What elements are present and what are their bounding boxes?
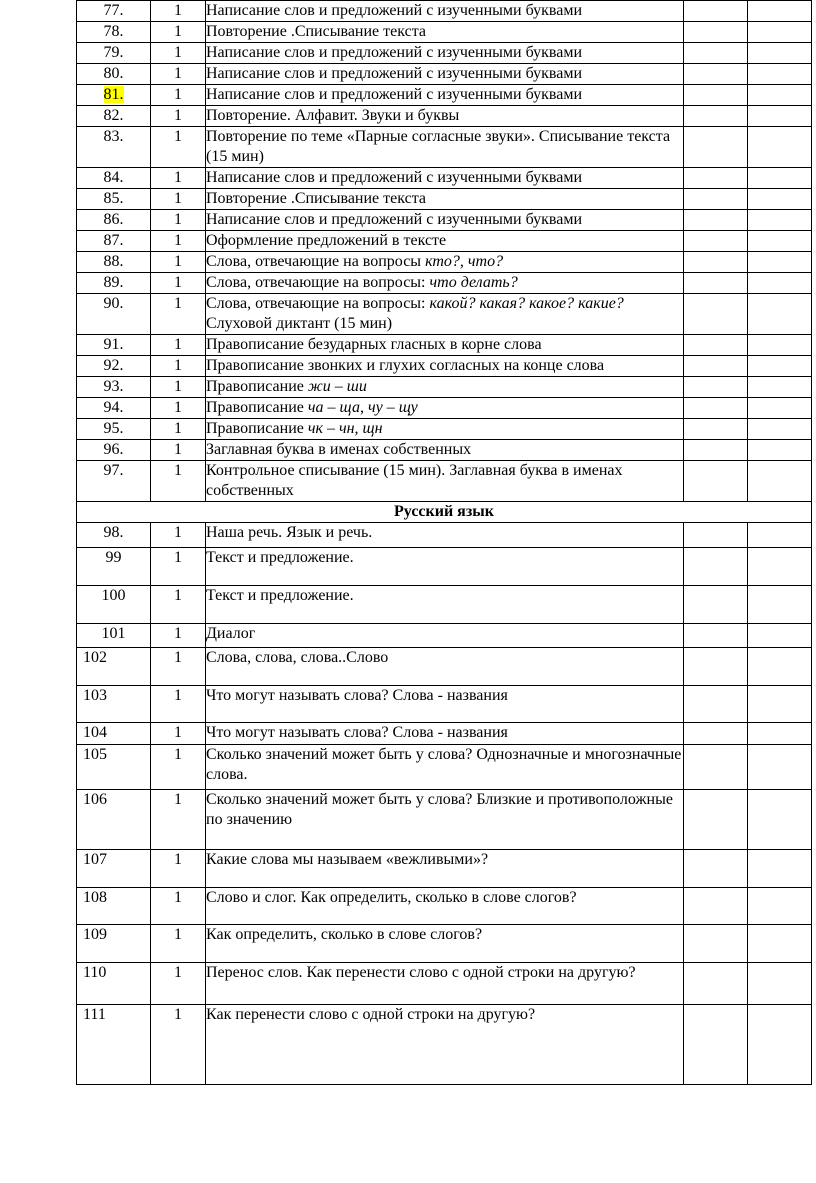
- date-fact-cell: [748, 1005, 812, 1085]
- lesson-number: 97.: [103, 462, 124, 479]
- lesson-number: 105: [83, 746, 107, 763]
- table-row: [77, 294, 812, 335]
- date-plan-cell: [684, 168, 748, 189]
- table-row: [77, 586, 812, 624]
- lesson-number-cell: [77, 106, 151, 127]
- topic-text-fragment: Правописание: [206, 378, 308, 395]
- topic-text-fragment: Наша речь. Язык и речь.: [206, 524, 373, 541]
- lesson-topic-cell: [206, 440, 684, 461]
- topic-text-fragment: Слова, отвечающие на вопросы:: [206, 274, 430, 291]
- lesson-topic-cell: [206, 790, 684, 850]
- hours-cell: 1: [151, 925, 206, 963]
- table-row: [77, 273, 812, 294]
- topic-text-fragment: Правописание безударных гласных в корне слова: [206, 336, 542, 353]
- hours-cell: 1: [151, 43, 206, 64]
- topic-text-fragment: Слуховой диктант (15 мин): [206, 315, 393, 332]
- lesson-number-cell: [77, 43, 151, 64]
- lesson-number: 103: [83, 687, 107, 704]
- lesson-number: 101: [101, 625, 126, 642]
- lesson-number: 96.: [103, 441, 124, 458]
- date-fact-cell: [748, 252, 812, 273]
- hours-cell: 1: [151, 377, 206, 398]
- lesson-topic-cell: [206, 127, 684, 168]
- table-row: [77, 231, 812, 252]
- lesson-number-cell: [77, 335, 151, 356]
- date-plan-cell: [684, 963, 748, 1005]
- table-row: [77, 377, 812, 398]
- table-row: [77, 548, 812, 586]
- lesson-number: 102: [83, 649, 107, 666]
- date-fact-cell: [748, 888, 812, 925]
- lesson-topic-cell: [206, 168, 684, 189]
- lesson-number-cell: [77, 377, 151, 398]
- document-sheet: [76, 0, 812, 1085]
- table-row: [77, 963, 812, 1005]
- table-row: [77, 85, 812, 106]
- date-fact-cell: [748, 273, 812, 294]
- topic-text-fragment: Повторение .Списывание текста: [206, 23, 426, 40]
- date-plan-cell: [684, 850, 748, 888]
- hours-cell: 1: [151, 419, 206, 440]
- date-plan-cell: [684, 624, 748, 648]
- date-plan-cell: [684, 64, 748, 85]
- topic-text-fragment: Что могут называть слова? Слова - названия: [206, 724, 508, 741]
- hours-cell: 1: [151, 850, 206, 888]
- lesson-topic-cell: [206, 231, 684, 252]
- date-plan-cell: [684, 43, 748, 64]
- lesson-number: 84.: [103, 169, 124, 186]
- lesson-topic-cell: [206, 925, 684, 963]
- table-row: [77, 64, 812, 85]
- table-row: [77, 168, 812, 189]
- date-plan-cell: [684, 723, 748, 745]
- date-fact-cell: [748, 356, 812, 377]
- date-plan-cell: [684, 377, 748, 398]
- date-fact-cell: [748, 686, 812, 723]
- table-row: [77, 106, 812, 127]
- hours-cell: 1: [151, 210, 206, 231]
- date-plan-cell: [684, 419, 748, 440]
- lesson-number-cell: [77, 888, 151, 925]
- lesson-number-cell: [77, 790, 151, 850]
- topic-italic-fragment: что делать?: [429, 274, 518, 291]
- hours-cell: 1: [151, 273, 206, 294]
- date-fact-cell: [748, 461, 812, 502]
- hours-cell: 1: [151, 440, 206, 461]
- topic-text-fragment: Как перенести слово с одной строки на другую?: [206, 1006, 536, 1023]
- topic-text-fragment: Написание слов и предложений с изученными буквами: [206, 169, 583, 186]
- hours-cell: 1: [151, 189, 206, 210]
- lesson-topic-cell: [206, 523, 684, 548]
- lesson-number: 89.: [103, 274, 124, 291]
- lesson-topic-cell: [206, 624, 684, 648]
- topic-italic-fragment: ча – ща: [307, 399, 360, 416]
- lesson-number: 94.: [103, 399, 124, 416]
- topic-italic-fragment: жи – ши: [307, 378, 367, 395]
- lesson-number-cell: [77, 723, 151, 745]
- lesson-topic-cell: [206, 189, 684, 210]
- hours-cell: 1: [151, 335, 206, 356]
- date-plan-cell: [684, 294, 748, 335]
- lesson-number: 87.: [103, 232, 124, 249]
- lesson-number-cell: [77, 85, 151, 106]
- date-fact-cell: [748, 723, 812, 745]
- lesson-number-cell: [77, 440, 151, 461]
- lesson-topic-cell: [206, 745, 684, 790]
- topic-text-fragment: Написание слов и предложений с изученными буквами: [206, 44, 583, 61]
- lesson-number: 106: [83, 791, 107, 808]
- lesson-topic-cell: [206, 1, 684, 22]
- lesson-number-cell: [77, 745, 151, 790]
- date-fact-cell: [748, 377, 812, 398]
- date-plan-cell: [684, 85, 748, 106]
- date-fact-cell: [748, 64, 812, 85]
- lesson-number: 111: [83, 1006, 106, 1023]
- lesson-number: 82.: [103, 107, 124, 124]
- lesson-topic-cell: [206, 1005, 684, 1085]
- lesson-number-cell: [77, 127, 151, 168]
- table-row: [77, 1, 812, 22]
- topic-text-fragment: ,: [359, 399, 368, 416]
- table-row: [77, 440, 812, 461]
- table-row: [77, 252, 812, 273]
- lesson-number: 88.: [103, 253, 124, 270]
- lesson-number-cell: [77, 419, 151, 440]
- lesson-number-cell: [77, 398, 151, 419]
- topic-text-fragment: Написание слов и предложений с изученными буквами: [206, 2, 583, 19]
- lesson-number-cell: [77, 273, 151, 294]
- lesson-number-cell: [77, 523, 151, 548]
- table-row: [77, 850, 812, 888]
- date-fact-cell: [748, 648, 812, 686]
- date-fact-cell: [748, 210, 812, 231]
- table-row: [77, 624, 812, 648]
- topic-italic-fragment: какой? какая? какое? какие?: [429, 295, 624, 312]
- date-plan-cell: [684, 273, 748, 294]
- date-plan-cell: [684, 925, 748, 963]
- hours-cell: 1: [151, 127, 206, 168]
- lesson-topic-cell: [206, 888, 684, 925]
- hours-cell: 1: [151, 398, 206, 419]
- date-fact-cell: [748, 335, 812, 356]
- date-fact-cell: [748, 963, 812, 1005]
- date-fact-cell: [748, 790, 812, 850]
- lesson-topic-cell: [206, 85, 684, 106]
- topic-italic-fragment: чк – чн, щн: [307, 420, 383, 437]
- table-row: [77, 127, 812, 168]
- table-row: [77, 745, 812, 790]
- lesson-topic-cell: [206, 648, 684, 686]
- hours-cell: 1: [151, 523, 206, 548]
- lesson-topic-cell: [206, 106, 684, 127]
- table-row: [77, 723, 812, 745]
- lesson-number: 81.: [103, 86, 124, 103]
- lesson-topic-cell: [206, 461, 684, 502]
- hours-cell: 1: [151, 888, 206, 925]
- lesson-number: 92.: [103, 357, 124, 374]
- date-plan-cell: [684, 523, 748, 548]
- date-fact-cell: [748, 398, 812, 419]
- date-fact-cell: [748, 127, 812, 168]
- hours-cell: 1: [151, 686, 206, 723]
- table-row: [77, 523, 812, 548]
- topic-text-fragment: Слова, отвечающие на вопросы:: [206, 295, 430, 312]
- hours-cell: 1: [151, 1, 206, 22]
- hours-cell: 1: [151, 356, 206, 377]
- date-fact-cell: [748, 523, 812, 548]
- date-plan-cell: [684, 252, 748, 273]
- lesson-number-cell: [77, 461, 151, 502]
- lesson-number: 109: [83, 926, 107, 943]
- hours-cell: 1: [151, 586, 206, 624]
- date-plan-cell: [684, 335, 748, 356]
- lesson-topic-cell: [206, 210, 684, 231]
- topic-text-fragment: Как определить, сколько в слове слогов?: [206, 926, 483, 943]
- lesson-topic-cell: [206, 356, 684, 377]
- date-fact-cell: [748, 168, 812, 189]
- lesson-number: 107: [83, 851, 107, 868]
- topic-text-fragment: Повторение по теме «Парные согласные звуки». Списывание текста (15 мин): [206, 128, 671, 165]
- date-fact-cell: [748, 624, 812, 648]
- topic-text-fragment: Перенос слов. Как перенести слово с одной строки на другую?: [206, 964, 636, 981]
- lesson-topic-cell: [206, 22, 684, 43]
- date-plan-cell: [684, 440, 748, 461]
- table-row: [77, 925, 812, 963]
- table-row: [77, 22, 812, 43]
- hours-cell: 1: [151, 624, 206, 648]
- lesson-number: 78.: [103, 23, 124, 40]
- lesson-number: 91.: [103, 336, 124, 353]
- lesson-number-cell: [77, 686, 151, 723]
- lesson-number-cell: [77, 189, 151, 210]
- date-fact-cell: [748, 85, 812, 106]
- lesson-topic-cell: [206, 963, 684, 1005]
- date-plan-cell: [684, 22, 748, 43]
- lesson-topic-cell: [206, 252, 684, 273]
- date-fact-cell: [748, 586, 812, 624]
- table-row: [77, 888, 812, 925]
- date-fact-cell: [748, 231, 812, 252]
- date-fact-cell: [748, 548, 812, 586]
- lesson-number-cell: [77, 252, 151, 273]
- lesson-plan-table: [76, 0, 812, 1085]
- topic-text-fragment: Слова, отвечающие на вопросы: [206, 253, 426, 270]
- table-row: [77, 1005, 812, 1085]
- topic-italic-fragment: кто?, что?: [425, 253, 504, 270]
- date-plan-cell: [684, 1, 748, 22]
- hours-cell: 1: [151, 963, 206, 1005]
- lesson-topic-cell: [206, 686, 684, 723]
- lesson-number-cell: [77, 648, 151, 686]
- lesson-number: 90.: [103, 295, 124, 312]
- hours-cell: 1: [151, 64, 206, 85]
- date-plan-cell: [684, 686, 748, 723]
- topic-text-fragment: Контрольное списывание (15 мин). Заглавная буква в именах собственных: [206, 462, 623, 499]
- date-plan-cell: [684, 127, 748, 168]
- hours-cell: 1: [151, 461, 206, 502]
- topic-text-fragment: Сколько значений может быть у слова? Близкие и противоположные по значению: [206, 791, 673, 828]
- date-plan-cell: [684, 398, 748, 419]
- lesson-topic-cell: [206, 850, 684, 888]
- lesson-number-cell: [77, 168, 151, 189]
- table-row: [77, 43, 812, 64]
- lesson-number: 85.: [103, 190, 124, 207]
- lesson-number-cell: [77, 356, 151, 377]
- date-fact-cell: [748, 925, 812, 963]
- date-fact-cell: [748, 22, 812, 43]
- lesson-topic-cell: [206, 377, 684, 398]
- lesson-topic-cell: [206, 273, 684, 294]
- table-row: [77, 189, 812, 210]
- topic-text-fragment: Правописание звонких и глухих согласных на конце слова: [206, 357, 605, 374]
- lesson-topic-cell: [206, 64, 684, 85]
- topic-text-fragment: Текст и предложение.: [206, 587, 354, 604]
- topic-text-fragment: Что могут называть слова? Слова - названия: [206, 687, 508, 704]
- date-plan-cell: [684, 210, 748, 231]
- topic-text-fragment: Слово и слог. Как определить, сколько в слове слогов?: [206, 889, 577, 906]
- hours-cell: 1: [151, 648, 206, 686]
- table-row: [77, 419, 812, 440]
- hours-cell: 1: [151, 168, 206, 189]
- table-row: [77, 686, 812, 723]
- lesson-number: 95.: [103, 420, 124, 437]
- lesson-number: 108: [83, 889, 107, 906]
- lesson-number-cell: [77, 294, 151, 335]
- section-title: Русский язык: [77, 502, 812, 523]
- topic-text-fragment: Заглавная буква в именах собственных: [206, 441, 472, 458]
- date-fact-cell: [748, 850, 812, 888]
- table-row: [77, 398, 812, 419]
- lesson-number-cell: [77, 548, 151, 586]
- table-row: [77, 356, 812, 377]
- hours-cell: 1: [151, 106, 206, 127]
- lesson-number: 79.: [103, 44, 124, 61]
- lesson-number-cell: [77, 850, 151, 888]
- lesson-topic-cell: [206, 294, 684, 335]
- lesson-topic-cell: [206, 419, 684, 440]
- date-plan-cell: [684, 189, 748, 210]
- topic-text-fragment: Повторение .Списывание текста: [206, 190, 426, 207]
- hours-cell: 1: [151, 723, 206, 745]
- date-plan-cell: [684, 888, 748, 925]
- hours-cell: 1: [151, 231, 206, 252]
- lesson-number-cell: [77, 1005, 151, 1085]
- lesson-number: 100: [101, 587, 126, 604]
- topic-text-fragment: Какие слова мы называем «вежливыми»?: [206, 851, 489, 868]
- date-plan-cell: [684, 106, 748, 127]
- lesson-number-cell: [77, 925, 151, 963]
- date-plan-cell: [684, 231, 748, 252]
- date-fact-cell: [748, 106, 812, 127]
- topic-text-fragment: Слова, слова, слова..Слово: [206, 649, 389, 666]
- lesson-topic-cell: [206, 548, 684, 586]
- lesson-topic-cell: [206, 43, 684, 64]
- topic-text-fragment: Оформление предложений в тексте: [206, 232, 447, 249]
- date-fact-cell: [748, 745, 812, 790]
- topic-italic-fragment: чу – щу: [367, 399, 418, 416]
- lesson-number: 98.: [103, 524, 124, 541]
- hours-cell: 1: [151, 22, 206, 43]
- date-fact-cell: [748, 294, 812, 335]
- topic-text-fragment: Правописание: [206, 399, 308, 416]
- date-plan-cell: [684, 745, 748, 790]
- lesson-number: 77.: [103, 2, 124, 19]
- lesson-number: 104: [83, 724, 107, 741]
- topic-text-fragment: Сколько значений может быть у слова? Однозначные и многозначные слова.: [206, 746, 682, 783]
- hours-cell: 1: [151, 790, 206, 850]
- lesson-topic-cell: [206, 335, 684, 356]
- table-row: [77, 648, 812, 686]
- topic-text-fragment: Написание слов и предложений с изученными буквами: [206, 211, 583, 228]
- date-fact-cell: [748, 440, 812, 461]
- topic-text-fragment: Написание слов и предложений с изученными буквами: [206, 65, 583, 82]
- date-plan-cell: [684, 461, 748, 502]
- lesson-number-cell: [77, 64, 151, 85]
- table-row: [77, 210, 812, 231]
- hours-cell: 1: [151, 745, 206, 790]
- lesson-number: 83.: [103, 128, 124, 145]
- table-row: [77, 461, 812, 502]
- table-row: [77, 790, 812, 850]
- lesson-number-cell: [77, 22, 151, 43]
- topic-text-fragment: Написание слов и предложений с изученными буквами: [206, 86, 583, 103]
- topic-text-fragment: Повторение. Алфавит. Звуки и буквы: [206, 107, 460, 124]
- date-fact-cell: [748, 1, 812, 22]
- lesson-number-cell: [77, 586, 151, 624]
- topic-text-fragment: Диалог: [206, 625, 256, 642]
- hours-cell: 1: [151, 294, 206, 335]
- lesson-number-cell: [77, 624, 151, 648]
- lesson-topic-cell: [206, 723, 684, 745]
- lesson-number: 80.: [103, 65, 124, 82]
- topic-text-fragment: Правописание: [206, 420, 308, 437]
- date-plan-cell: [684, 548, 748, 586]
- date-plan-cell: [684, 586, 748, 624]
- lesson-number-cell: [77, 1, 151, 22]
- lesson-number-cell: [77, 963, 151, 1005]
- lesson-topic-cell: [206, 398, 684, 419]
- hours-cell: 1: [151, 548, 206, 586]
- hours-cell: 1: [151, 1005, 206, 1085]
- lesson-number: 86.: [103, 211, 124, 228]
- hours-cell: 1: [151, 85, 206, 106]
- date-plan-cell: [684, 790, 748, 850]
- date-plan-cell: [684, 1005, 748, 1085]
- date-plan-cell: [684, 648, 748, 686]
- section-row: [77, 502, 812, 523]
- date-fact-cell: [748, 43, 812, 64]
- topic-text-fragment: Текст и предложение.: [206, 549, 354, 566]
- lesson-topic-cell: [206, 586, 684, 624]
- table-row: [77, 335, 812, 356]
- date-fact-cell: [748, 419, 812, 440]
- lesson-number-cell: [77, 210, 151, 231]
- date-plan-cell: [684, 356, 748, 377]
- lesson-number: 110: [83, 964, 107, 981]
- hours-cell: 1: [151, 252, 206, 273]
- lesson-number: 99: [105, 549, 122, 566]
- lesson-number: 93.: [103, 378, 124, 395]
- lesson-number-cell: [77, 231, 151, 252]
- date-fact-cell: [748, 189, 812, 210]
